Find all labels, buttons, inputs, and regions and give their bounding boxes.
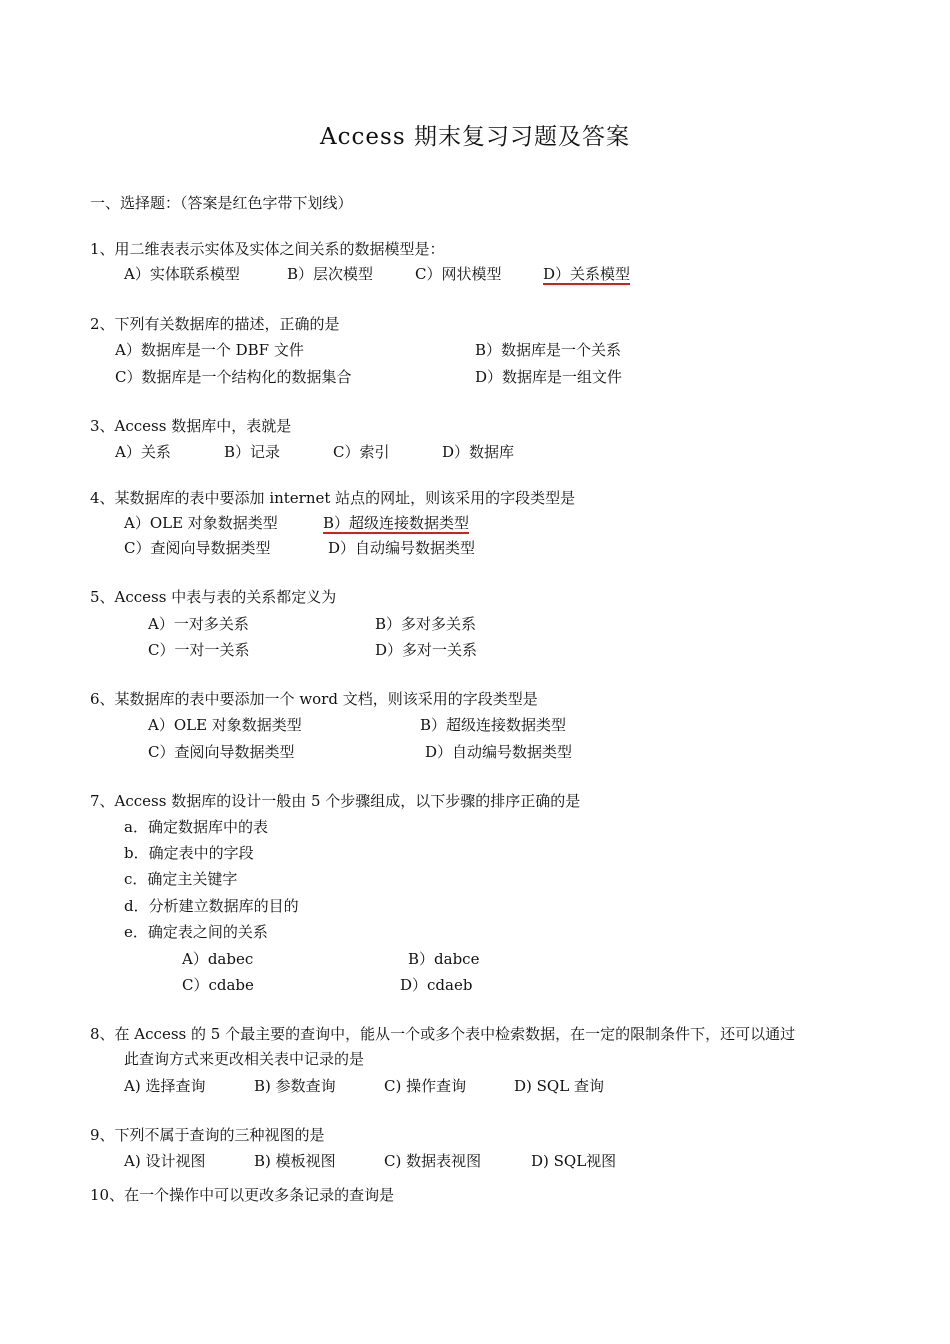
q8-option-a: A) 选择查询 [124,1077,206,1095]
q3-option-c: C）索引 [333,443,390,461]
q5-option-a: A）一对多关系 [148,615,249,633]
q4-option-b-answer [323,513,469,533]
q3-option-a: A）关系 [115,443,171,461]
q1-answer-text: D）关系模型 [543,265,631,283]
q5-option-b: B）多对多关系 [375,615,477,633]
q3-option-d: D）数据库 [442,443,515,461]
q7-option-d: D）cdaeb [400,976,473,994]
question-2-stem: 2、下列有关数据库的描述，正确的是 [90,315,340,333]
q5-option-d: D）多对一关系 [375,641,478,659]
q4-answer-text: B）超级连接数据类型 [323,514,470,532]
question-6-stem: 6、某数据库的表中要添加一个 word 文档，则该采用的字段类型是 [90,690,538,708]
q1-option-a: A）实体联系模型 [124,265,240,283]
q6-option-c: C）查阅向导数据类型 [148,743,295,761]
q4-option-d: D）自动编号数据类型 [328,539,476,557]
q9-option-a: A) 设计视图 [124,1152,206,1170]
q6-option-a: A）OLE 对象数据类型 [148,716,302,734]
question-9-stem: 9、下列不属于查询的三种视图的是 [90,1126,325,1144]
q6-option-d: D）自动编号数据类型 [425,743,573,761]
question-4-stem: 4、某数据库的表中要添加 internet 站点的网址，则该采用的字段类型是 [90,489,576,507]
q9-option-b: B) 模板视图 [254,1152,336,1170]
q7-option-b: B）dabce [408,950,480,968]
q9-option-c: C) 数据表视图 [384,1152,482,1170]
q7-step-b: b．确定表中的字段 [124,844,254,862]
section-heading: 一、选择题：（答案是红色字带下划线） [90,194,353,212]
q7-step-e: e．确定表之间的关系 [124,923,268,941]
document-title: Access 期末复习习题及答案 [320,124,630,150]
q5-option-c: C）一对一关系 [148,641,250,659]
question-5-stem: 5、Access 中表与表的关系都定义为 [90,588,337,606]
q2-option-d: D）数据库是一组文件 [475,368,623,386]
q2-option-b: B）数据库是一个关系 [475,341,622,359]
q7-step-c: c．确定主关键字 [124,870,238,888]
q1-option-c: C）网状模型 [415,265,502,283]
q7-step-d: d．分析建立数据库的目的 [124,897,299,915]
q8-option-c: C) 操作查询 [384,1077,467,1095]
q9-option-d: D) SQL视图 [531,1152,617,1170]
question-8-stem-cont: 此查询方式来更改相关表中记录的是 [124,1050,365,1068]
q7-option-a: A）dabec [182,950,254,968]
q2-option-c: C）数据库是一个结构化的数据集合 [115,368,352,386]
question-8-stem: 8、在 Access 的 5 个最主要的查询中，能从一个或多个表中检索数据，在一定的限制条件下，还可以通过 [90,1025,796,1043]
q1-option-d-answer [543,264,630,284]
q3-option-b: B）记录 [224,443,281,461]
question-7-stem: 7、Access 数据库的设计一般由 5 个步骤组成，以下步骤的排序正确的是 [90,792,581,810]
question-3-stem: 3、Access 数据库中，表就是 [90,417,292,435]
question-1-stem: 1、用二维表表示实体及实体之间关系的数据模型是： [90,240,445,258]
question-10-stem: 10、在一个操作中可以更改多条记录的查询是 [90,1186,395,1204]
q1-option-b: B）层次模型 [287,265,374,283]
q8-option-d: D) SQL 查询 [514,1077,604,1095]
q4-option-c: C）查阅向导数据类型 [124,539,271,557]
q7-step-a: a．确定数据库中的表 [124,818,268,836]
q4-option-a: A）OLE 对象数据类型 [124,514,278,532]
q6-option-b: B）超级连接数据类型 [420,716,567,734]
q2-option-a: A）数据库是一个 DBF 文件 [115,341,304,359]
q8-option-b: B) 参数查询 [254,1077,336,1095]
q7-option-c: C）cdabe [182,976,254,994]
